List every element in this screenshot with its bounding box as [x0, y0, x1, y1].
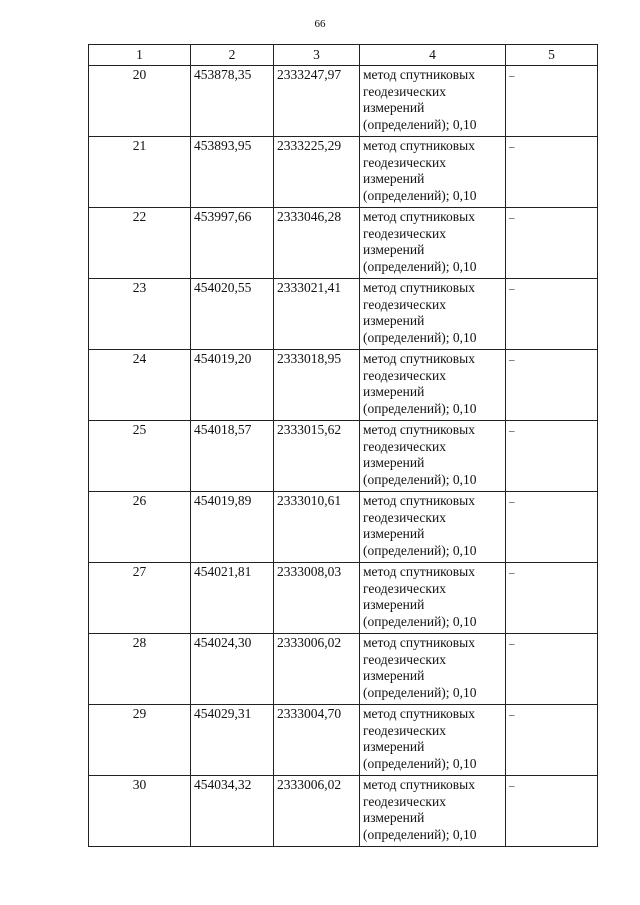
- header-col-2: 2: [191, 45, 274, 66]
- method-line: метод спутниковых: [363, 209, 475, 224]
- x-coordinate-cell: 454020,55: [191, 279, 274, 350]
- method-line: (определений); 0,10: [363, 542, 477, 558]
- note-cell: [506, 279, 598, 350]
- point-number-cell: 27: [89, 563, 191, 634]
- method-line: (определений); 0,10: [363, 471, 477, 487]
- method-line: метод спутниковых: [363, 422, 475, 437]
- method-line: (определений); 0,10: [363, 755, 477, 771]
- method-line: (определений); 0,10: [363, 400, 477, 416]
- y-coordinate-cell: 2333021,41: [274, 279, 360, 350]
- method-line: метод спутниковых: [363, 280, 475, 295]
- coordinates-table: [88, 44, 598, 847]
- method-line: метод спутниковых: [363, 351, 475, 366]
- table-row: [89, 137, 598, 208]
- note-dash: –: [509, 425, 515, 437]
- method-line: геодезических: [363, 793, 446, 809]
- x-coordinate-cell: 454019,89: [191, 492, 274, 563]
- method-line: измерений: [363, 810, 425, 825]
- point-number-cell: 28: [89, 634, 191, 705]
- method-line: метод спутниковых: [363, 564, 475, 579]
- method-line: измерений: [363, 313, 425, 328]
- point-number-cell: 24: [89, 350, 191, 421]
- y-coordinate-cell: 2333247,97: [274, 66, 360, 137]
- method-line: измерений: [363, 455, 425, 470]
- header-row: [89, 45, 598, 66]
- y-coordinate-cell: 2333008,03: [274, 563, 360, 634]
- method-cell: [360, 705, 506, 776]
- table-row: [89, 421, 598, 492]
- method-cell: [360, 776, 506, 847]
- note-dash: –: [509, 141, 515, 153]
- note-cell: [506, 705, 598, 776]
- header-col-3: 3: [274, 45, 360, 66]
- method-line: измерений: [363, 171, 425, 186]
- table-row: [89, 705, 598, 776]
- method-line: измерений: [363, 739, 425, 754]
- table-row: [89, 208, 598, 279]
- method-line: геодезических: [363, 651, 446, 667]
- x-coordinate-cell: 453893,95: [191, 137, 274, 208]
- point-number-cell: 25: [89, 421, 191, 492]
- point-number-cell: 21: [89, 137, 191, 208]
- method-cell: [360, 279, 506, 350]
- method-line: геодезических: [363, 296, 446, 312]
- y-coordinate-cell: 2333225,29: [274, 137, 360, 208]
- note-cell: [506, 350, 598, 421]
- point-number-cell: 29: [89, 705, 191, 776]
- note-dash: –: [509, 283, 515, 295]
- x-coordinate-cell: 454029,31: [191, 705, 274, 776]
- method-line: измерений: [363, 384, 425, 399]
- x-coordinate-cell: 453997,66: [191, 208, 274, 279]
- table-row: [89, 776, 598, 847]
- method-line: метод спутниковых: [363, 777, 475, 792]
- x-coordinate-cell: 454034,32: [191, 776, 274, 847]
- method-line: измерений: [363, 526, 425, 541]
- method-line: (определений); 0,10: [363, 329, 477, 345]
- table-row: [89, 634, 598, 705]
- method-line: геодезических: [363, 722, 446, 738]
- note-dash: –: [509, 212, 515, 224]
- method-line: измерений: [363, 597, 425, 612]
- point-number-cell: 22: [89, 208, 191, 279]
- x-coordinate-cell: 454018,57: [191, 421, 274, 492]
- note-dash: –: [509, 496, 515, 508]
- note-cell: [506, 634, 598, 705]
- table-row: [89, 492, 598, 563]
- table-body: [89, 66, 598, 847]
- y-coordinate-cell: 2333046,28: [274, 208, 360, 279]
- method-line: измерений: [363, 668, 425, 683]
- method-line: метод спутниковых: [363, 706, 475, 721]
- table-header: [89, 45, 598, 66]
- method-line: (определений); 0,10: [363, 187, 477, 203]
- point-number-cell: 20: [89, 66, 191, 137]
- note-cell: [506, 563, 598, 634]
- note-cell: [506, 776, 598, 847]
- method-line: геодезических: [363, 438, 446, 454]
- table-row: [89, 350, 598, 421]
- method-cell: [360, 421, 506, 492]
- method-line: геодезических: [363, 83, 446, 99]
- header-col-5: 5: [506, 45, 598, 66]
- note-cell: [506, 208, 598, 279]
- method-cell: [360, 66, 506, 137]
- point-number-cell: 30: [89, 776, 191, 847]
- note-cell: [506, 492, 598, 563]
- method-cell: [360, 634, 506, 705]
- method-cell: [360, 563, 506, 634]
- x-coordinate-cell: 454021,81: [191, 563, 274, 634]
- x-coordinate-cell: 453878,35: [191, 66, 274, 137]
- note-dash: –: [509, 354, 515, 366]
- method-line: метод спутниковых: [363, 138, 475, 153]
- method-line: геодезических: [363, 367, 446, 383]
- y-coordinate-cell: 2333015,62: [274, 421, 360, 492]
- method-line: метод спутниковых: [363, 493, 475, 508]
- method-cell: [360, 350, 506, 421]
- method-cell: [360, 137, 506, 208]
- note-cell: [506, 66, 598, 137]
- note-dash: –: [509, 567, 515, 579]
- method-line: метод спутниковых: [363, 635, 475, 650]
- method-line: геодезических: [363, 580, 446, 596]
- header-col-1: 1: [89, 45, 191, 66]
- y-coordinate-cell: 2333010,61: [274, 492, 360, 563]
- y-coordinate-cell: 2333018,95: [274, 350, 360, 421]
- table-row: [89, 563, 598, 634]
- table-row: [89, 279, 598, 350]
- x-coordinate-cell: 454024,30: [191, 634, 274, 705]
- note-dash: –: [509, 638, 515, 650]
- method-cell: [360, 492, 506, 563]
- page-number: 66: [314, 18, 326, 30]
- point-number-cell: 26: [89, 492, 191, 563]
- method-line: геодезических: [363, 225, 446, 241]
- method-line: измерений: [363, 242, 425, 257]
- point-number-cell: 23: [89, 279, 191, 350]
- x-coordinate-cell: 454019,20: [191, 350, 274, 421]
- method-line: геодезических: [363, 509, 446, 525]
- y-coordinate-cell: 2333006,02: [274, 776, 360, 847]
- note-cell: [506, 137, 598, 208]
- note-cell: [506, 421, 598, 492]
- method-line: геодезических: [363, 154, 446, 170]
- y-coordinate-cell: 2333004,70: [274, 705, 360, 776]
- note-dash: –: [509, 780, 515, 792]
- table-row: [89, 66, 598, 137]
- header-col-4: 4: [360, 45, 506, 66]
- y-coordinate-cell: 2333006,02: [274, 634, 360, 705]
- method-line: измерений: [363, 100, 425, 115]
- method-line: (определений); 0,10: [363, 116, 477, 132]
- method-cell: [360, 208, 506, 279]
- method-line: (определений); 0,10: [363, 826, 477, 842]
- method-line: метод спутниковых: [363, 67, 475, 82]
- method-line: (определений); 0,10: [363, 684, 477, 700]
- note-dash: –: [509, 70, 515, 82]
- method-line: (определений); 0,10: [363, 258, 477, 274]
- method-line: (определений); 0,10: [363, 613, 477, 629]
- note-dash: –: [509, 709, 515, 721]
